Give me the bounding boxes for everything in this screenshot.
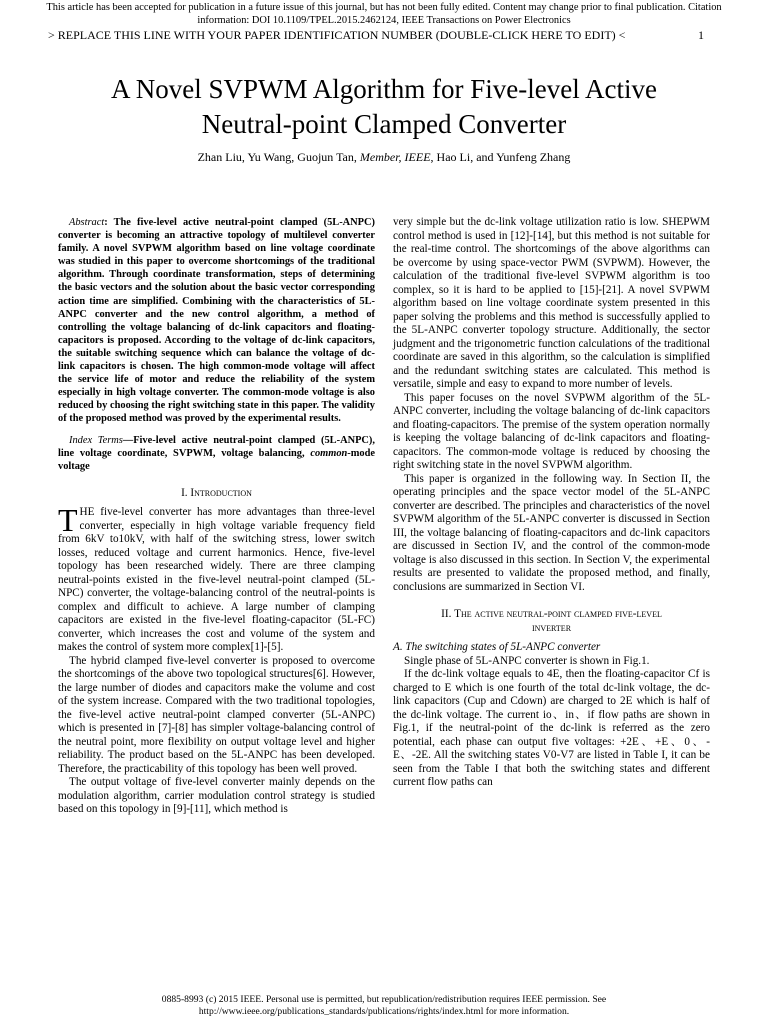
section-2-title-line-2: inverter bbox=[531, 621, 572, 634]
intro-paragraph-3: The output voltage of five-level converter mainly depends on the modulation algorithm, carrier modulation control strategy is studied based on this topology in [9]-[11], which method is bbox=[58, 776, 375, 816]
left-column bbox=[58, 216, 375, 817]
section-2-number: II. bbox=[441, 608, 455, 620]
index-terms-text-end: -mode voltage bbox=[58, 447, 375, 472]
subsection-heading: A. The switching states of 5L-ANPC converter bbox=[393, 641, 601, 653]
page-number: 1 bbox=[698, 28, 704, 42]
footer-line-1: 0885-8993 (c) 2015 IEEE. Personal use is permitted, but republication/redistribution requires IEEE permission. See bbox=[161, 994, 607, 1005]
author-membership: Member, IEEE bbox=[359, 150, 431, 164]
paper-id-placeholder[interactable]: > REPLACE THIS LINE WITH YOUR PAPER IDENTIFICATION NUMBER (DOUBLE-CLICK HERE TO EDIT) < bbox=[48, 28, 626, 42]
intro-paragraph-3-cont: very simple but the dc-link voltage utilization ratio is low. SHEPWM control method is used in [12]-[14], but this method is not suitable for the real-time control. The shortcomings of the above algorithms can be overcome by using space-vector PWM (SVPWM). However, the calculation of the traditional five-level SVPWM algorithm is too complex, so it is hard to be applied to [15]-[21]. A novel SVPWM algorithm based on line voltage coordinate system presented in this paper solving the problems and this method is successfully applied to the 5L-ANPC converter topology structure. Additionally, the sector judgment and the trigonometric function calculations of the traditional coordinate are saved in this algorithm, so the calculation is simplified and the redundant switching states are calculated. This method is versatile, simple and easy to expand to more number of levels. bbox=[393, 216, 710, 390]
title-line-2: Neutral-point Clamped Converter bbox=[201, 109, 567, 139]
index-terms bbox=[58, 434, 375, 473]
drop-cap: T bbox=[58, 502, 78, 539]
title-line-1: A Novel SVPWM Algorithm for Five-level Active bbox=[111, 74, 657, 104]
section-2-paragraph-1: Single phase of 5L-ANPC converter is shown in Fig.1. bbox=[404, 654, 650, 667]
intro-paragraph-5: This paper is organized in the following way. In Section II, the operating principles and the space vector model of the 5L-ANPC converter are described. The principles and characteristics of the novel SVPWM algorithm of the 5L-ANPC converter is discussed in Section III, the voltage balancing of floating-capacitors and dc-link capacitors are discussed in Section IV, and the control of the common-mode voltage is also discussed in this section. In Section V, the experimental results are presented to validate the proposed method, and finally, conclusions are summarized in Section VI. bbox=[393, 472, 710, 593]
abstract-label: Abstract bbox=[69, 217, 105, 228]
authors-before-member: Zhan Liu, Yu Wang, Guojun Tan, bbox=[197, 150, 360, 164]
copyright-footer bbox=[0, 994, 768, 1017]
footer-link[interactable]: http://www.ieee.org/publications_standards/publications/rights/index.html for more information. bbox=[198, 1005, 570, 1017]
section-2-title-line-1: The active neutral-point clamped five-level bbox=[454, 608, 662, 620]
section-heading-anpc bbox=[393, 608, 710, 635]
index-terms-text: —Five-level active neutral-point clamped (5L-ANPC), line voltage coordinate, SVPWM, voltage balancing, bbox=[58, 434, 375, 459]
intro-paragraph-4: This paper focuses on the novel SVPWM algorithm of the 5L-ANPC converter, including the voltage balancing of dc-link capacitors and floating-capacitors. The premise of the system operation normally is keeping the voltage balancing of dc-link capacitors and floating-capacitors. The common-mode voltage is reduced by choosing the right switching state in the novel SVPWM algorithm. bbox=[393, 391, 710, 471]
author-list bbox=[0, 150, 768, 164]
acceptance-notice: This article has been accepted for publication in a future issue of this journal, but has not been fully edited. Content may change prior to final publication. Citation information: DOI 10.1109/TPEL.2015.2462124, IEEE Transactions on Power Electronics bbox=[46, 2, 722, 26]
intro-paragraph-1 bbox=[58, 502, 375, 655]
intro-paragraph-1-text: HE five-level converter has more advantages than three-level converter, especially in high voltage variable frequency field from 6kV to10kV, with half of the switching stress, lower switch losses, reduced voltage and current harmonics. Hence, five-level topology has been researched widely. There are three clamping neutral-points existed in the five-level neutral-point clamped (5L-NPC) converter, the voltage-balancing control of the neutral-points is complex and difficult to achieve. A large number of clamping capacitors are existed in the five-level floating-capacitor (5L-FC) converter, which increases the cost and volume of the system and makes the control of system more complex[1]-[5]. bbox=[58, 506, 375, 654]
section-number: I. bbox=[181, 486, 191, 499]
authors-after-member: , Hao Li, and Yunfeng Zhang bbox=[430, 150, 571, 164]
section-heading-introduction bbox=[58, 487, 375, 501]
index-terms-label: Index Terms bbox=[69, 434, 123, 446]
section-title: Introduction bbox=[190, 486, 252, 499]
abstract bbox=[58, 216, 375, 426]
right-column bbox=[393, 216, 710, 790]
abstract-text: : The five-level active neutral-point clamped (5L-ANPC) converter is becoming an attractive topology of multilevel converter family. A novel SVPWM algorithm based on line voltage coordinate was studied in this paper to overcome shortcomings of the traditional algorithm. Through coordinate transformation, steps of determining the basic vectors and the solution about the basic vector corresponding action time are simplified. Combining with the characteristics of 5L-ANPC converter and the new control algorithm, a method of controlling the voltage balancing of dc-link capacitors and floating-capacitors is proposed. According to the voltage of dc-link capacitors, the suitable switching sequence which can balance the voltage of dc-link capacitors is chosen. The high common-mode voltage will affect the service life of motor and reduce the reliability of the system especially in high voltage converter. The common-mode voltage is also reduced by choosing the right switching state in this paper. The validity of the proposed method was proved by the experimental results. bbox=[58, 217, 375, 425]
intro-paragraph-2: The hybrid clamped five-level converter is proposed to overcome the shortcomings of the above two topological structures[6]. However, the large number of diodes and capacitors make the volume and cost of the system increase. Compared with the two traditional topologies, the five-level active neutral-point clamped converter (5L-ANPC) which is presented in [7]-[8] has simpler voltage-balancing control of the neutral point, more flexibility on output voltage level and higher reliability. The product based on the 5L-ANPC has been developed. Therefore, the practicability of this topology has been well proved. bbox=[58, 654, 375, 775]
section-2-paragraph-2: If the dc-link voltage equals to 4E, then the floating-capacitor Cf is charged to E which is one fourth of the total dc-link voltage, the dc-link capacitors (Cup and Cdown) are charged to 2E which is half of the dc-link voltage. The current io、in、if flow paths are shown in Fig.1, if the neutral-point of the dc-link is referred as the zero potential, each phase can output five voltages: +2E、+E、0、-E、-2E. All the switching states V0-V7 are listed in Table I, it can be seen from the Table I that both the switching states and different current flow paths can bbox=[393, 668, 710, 788]
index-terms-italic: common bbox=[310, 447, 348, 459]
paper-title bbox=[0, 72, 768, 142]
